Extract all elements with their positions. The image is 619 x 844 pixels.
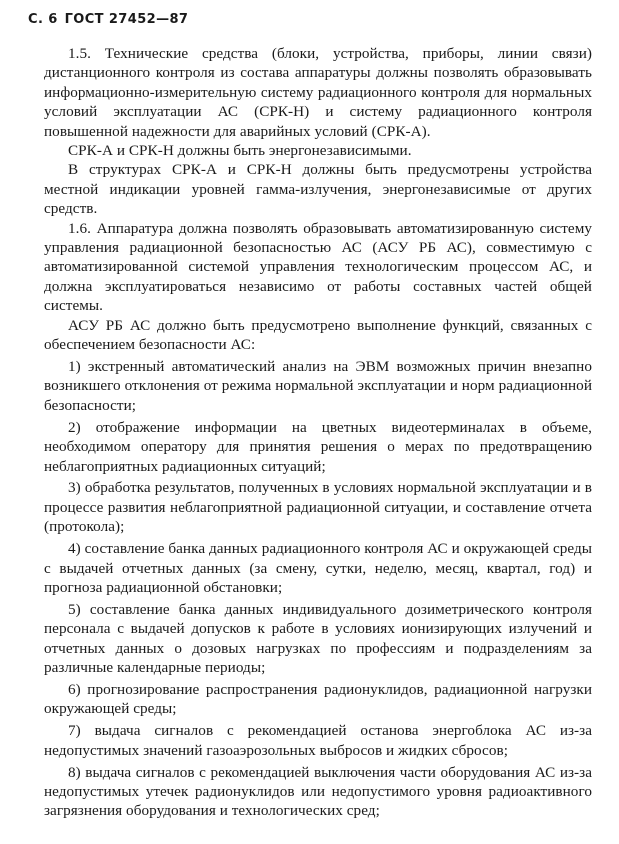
function-item-8: 8) выдача сигналов с рекомендацией выключения части оборудования АС из-за недопустимых утечек радионуклидов или недопустимого уровня радиоактивного загрязнения оборудования и технологических сред; bbox=[44, 763, 592, 820]
page-number: С. 6 bbox=[28, 12, 58, 27]
page-header bbox=[28, 12, 188, 27]
energy-independence-paragraph: СРК-А и СРК-Н должны быть энергонезависимыми. bbox=[68, 142, 412, 160]
standard-designation: ГОСТ 27452—87 bbox=[64, 12, 189, 27]
function-item-7: 7) выдача сигналов с рекомендацией останова энергоблока АС из-за недопустимых значений газоаэрозольных выбросов и жидких сбросов; bbox=[44, 722, 592, 759]
function-item-3: 3) обработка результатов, полученных в условиях нормальной эксплуатации и в процессе развития неблагоприятной радиационной ситуации, и составление отчета (протокола); bbox=[44, 479, 592, 536]
function-item-5: 5) составление банка данных индивидуального дозиметрического контроля персонала с выдачей допусков к работе в условиях ионизирующих излучений и отчетных данных о дозовых нагрузках по профессиям и подразделениям за различные календарные периоды; bbox=[44, 600, 592, 677]
function-item-2: 2) отображение информации на цветных видеотерминалах в объеме, необходимом оператору для принятия решения о мерах по предотвращению неблагоприятных радиационных ситуаций; bbox=[44, 418, 592, 475]
function-item-6: 6) прогнозирование распространения радионуклидов, радиационной нагрузки окружающей среды; bbox=[44, 681, 592, 718]
functions-intro-paragraph: АСУ РБ АС должно быть предусмотрено выполнение функций, связанных с обеспечением безопасности АС: bbox=[44, 316, 592, 354]
clause-1-5: 1.5. Технические средства (блоки, устройства, приборы, линии связи) дистанционного контроля из состава аппаратуры должны позволять образовывать информационно-измерительную систему радиационного контроля для нормальных условий эксплуатации АС (СРК-Н) и систему радиационного контроля повышенной надежности для аварийных условий (СРК-А). bbox=[44, 45, 592, 140]
function-item-4: 4) составление банка данных радиационного контроля АС и окружающей среды с выдачей отчетных данных (за смену, сутки, неделю, месяц, квартал, год) и прогноза радиационной обстановки; bbox=[44, 540, 592, 596]
function-item-1: 1) экстренный автоматический анализ на ЭВМ возможных причин внезапно возникшего отклонения от режима нормальной эксплуатации и норм радиационной безопасности; bbox=[44, 358, 592, 414]
document-body bbox=[44, 44, 592, 821]
clause-1-6: 1.6. Аппаратура должна позволять образовывать автоматизированную систему управления радиационной безопасностью АС (АСУ РБ АС), совместимую с автоматизированной системой управления технологическим процессом АС, и должна эксплуатироваться независимо от работы составных частей общей системы. bbox=[44, 219, 592, 315]
local-indication-paragraph: В структурах СРК-А и СРК-Н должны быть предусмотрены устройства местной индикации уровней гамма-излучения, энергонезависимые от других средств. bbox=[44, 161, 592, 218]
